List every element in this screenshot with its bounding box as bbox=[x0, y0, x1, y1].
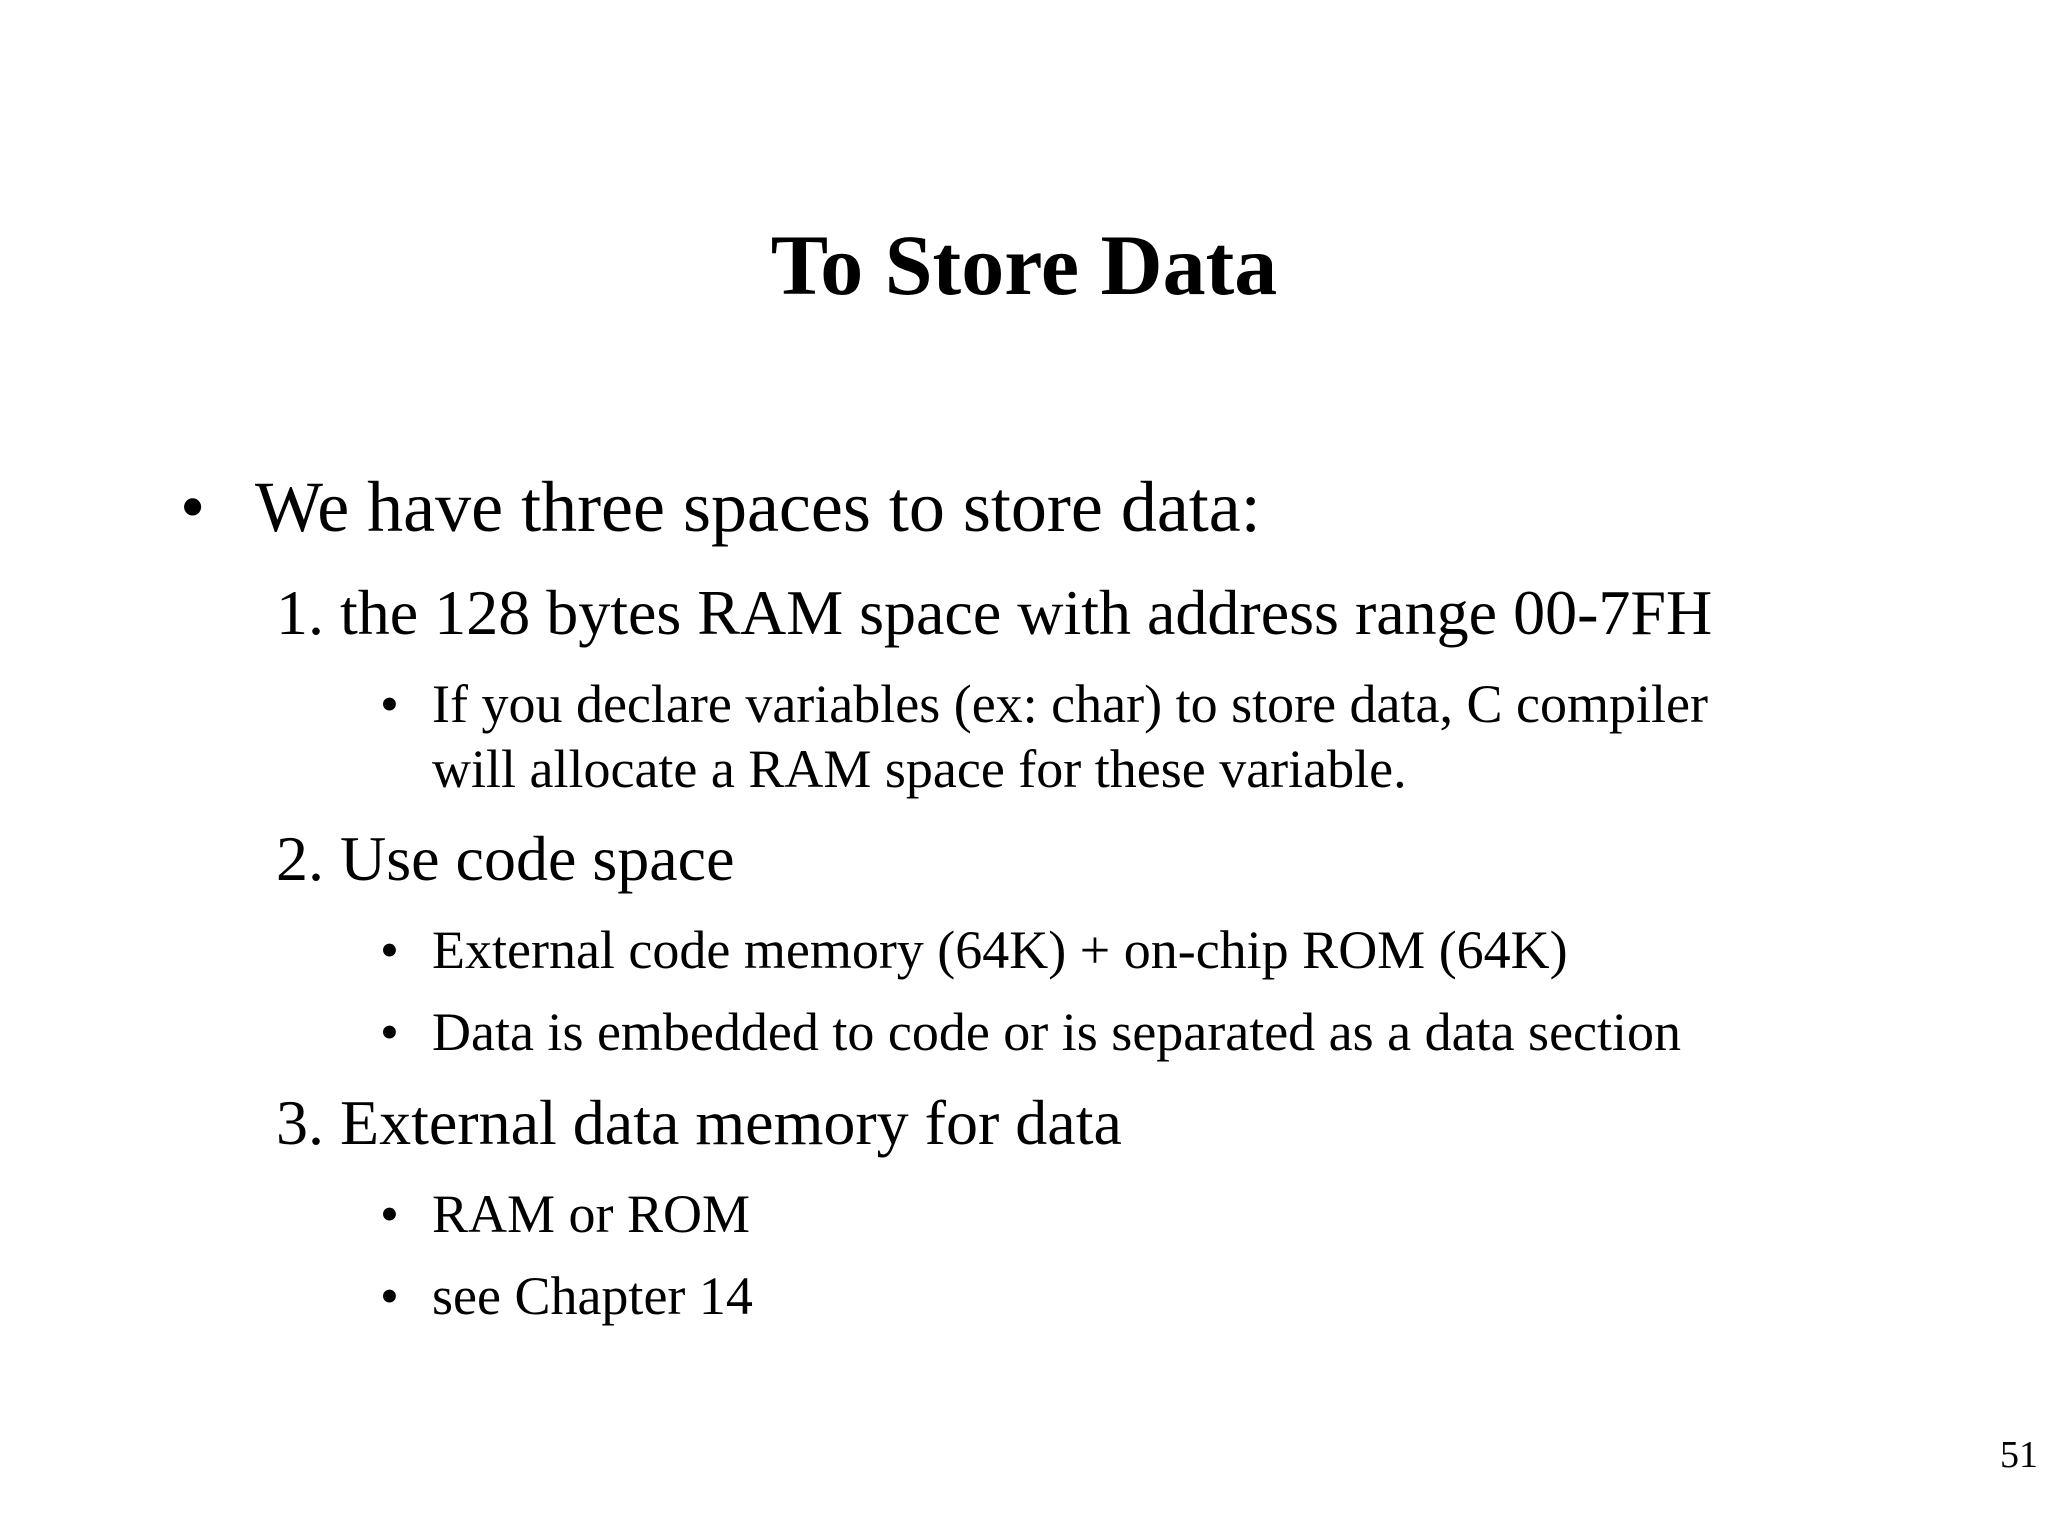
item-number: 1. bbox=[276, 577, 324, 648]
numbered-item-1 bbox=[276, 578, 1712, 648]
sub-item-text: External code memory (64K) + on-chip ROM (64K) bbox=[432, 920, 1568, 980]
item-text: the 128 bytes RAM space with address range 00-7FH bbox=[340, 577, 1713, 648]
item-text: Use code space bbox=[340, 823, 735, 894]
bullet-marker: • bbox=[180, 467, 206, 547]
numbered-item-2 bbox=[276, 824, 734, 894]
sub-item-text: see Chapter 14 bbox=[432, 1266, 753, 1326]
sub-item-text: will allocate a RAM space for these variable. bbox=[432, 739, 1407, 799]
main-bullet-text: We have three spaces to store data: bbox=[255, 467, 1261, 547]
sub-bullet-marker: • bbox=[380, 1266, 399, 1326]
page-number: 51 bbox=[2000, 1434, 2038, 1476]
sub-bullet-marker: • bbox=[380, 674, 399, 734]
sub-item-text: If you declare variables (ex: char) to store data, C compiler bbox=[432, 674, 1708, 734]
sub-bullet-marker: • bbox=[380, 1184, 399, 1244]
item-number: 3. bbox=[276, 1087, 324, 1158]
sub-bullet-marker: • bbox=[380, 1002, 399, 1062]
sub-bullet-marker: • bbox=[380, 920, 399, 980]
numbered-item-3 bbox=[276, 1088, 1122, 1158]
sub-item-text: RAM or ROM bbox=[432, 1184, 751, 1244]
item-number: 2. bbox=[276, 823, 324, 894]
item-text: External data memory for data bbox=[340, 1087, 1122, 1158]
slide-title: To Store Data bbox=[770, 217, 1278, 313]
sub-item-text: Data is embedded to code or is separated as a data section bbox=[432, 1002, 1682, 1062]
